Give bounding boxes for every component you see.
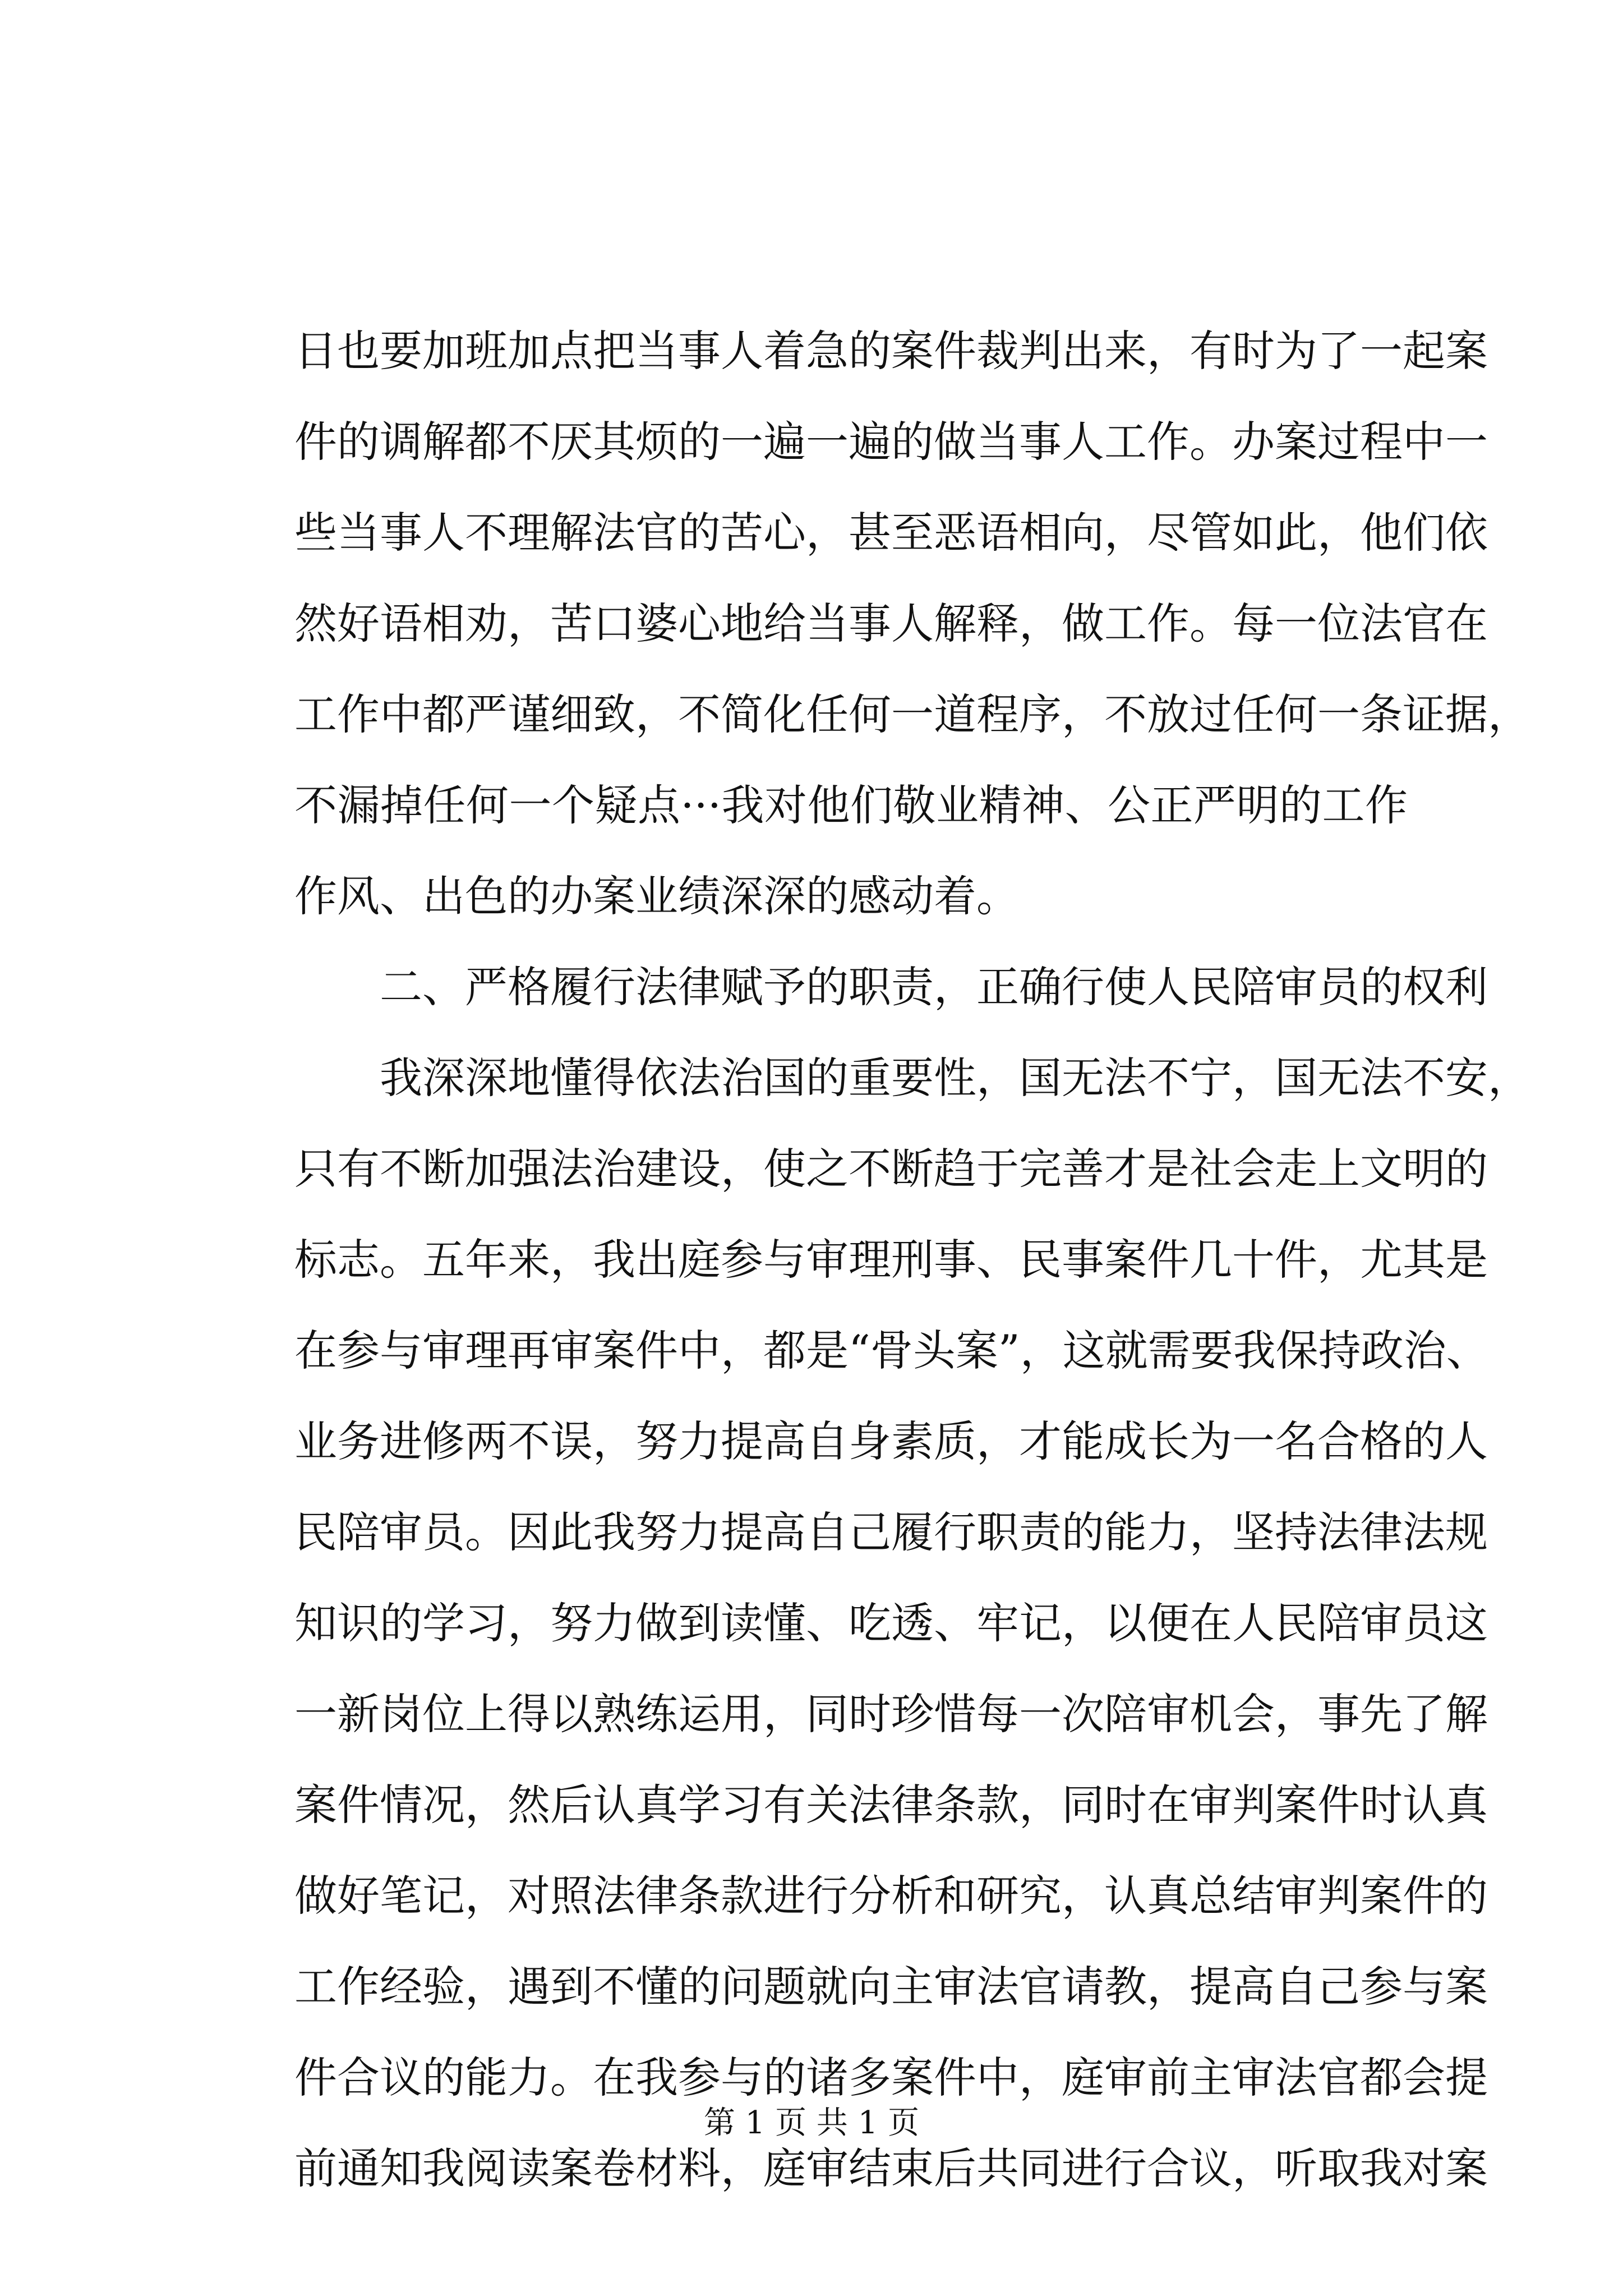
text-line: 作风、出色的办案业绩深深的感动着。 xyxy=(294,871,1019,921)
text-line: 业务进修两不误，努力提高自身素质，才能成长为一名合格的人 xyxy=(294,1416,1488,1466)
text-line: 在参与审理再审案件中，都是“骨头案”，这就需要我保持政治、 xyxy=(294,1326,1489,1375)
text-line: 标志。五年来，我出庭参与审理刑事、民事案件几十件，尤其是 xyxy=(294,1235,1488,1285)
text-line: 件合议的能力。在我参与的诸多案件中，庭审前主审法官都会提 xyxy=(294,2053,1488,2102)
text-line: 只有不断加强法治建设，使之不断趋于完善才是社会走上文明的 xyxy=(294,1144,1488,1194)
text-line: 我深深地懂得依法治国的重要性，国无法不宁，国无法不安， xyxy=(380,1053,1530,1103)
text-line: 日也要加班加点把当事人着急的案件裁判出来，有时为了一起案 xyxy=(294,326,1488,376)
text-line: 工作经验，遇到不懂的问题就向主审法官请教，提高自己参与案 xyxy=(294,1962,1488,2012)
text-line: 些当事人不理解法官的苦心，甚至恶语相向，尽管如此，他们依 xyxy=(294,508,1488,558)
text-line: 前通知我阅读案卷材料，庭审结束后共同进行合议，听取我对案 xyxy=(294,2143,1488,2193)
document-body xyxy=(294,306,1530,2214)
text-line: 案件情况，然后认真学习有关法律条款，同时在审判案件时认真 xyxy=(294,1780,1488,1830)
text-line: 知识的学习，努力做到读懂、吃透、牢记，以便在人民陪审员这 xyxy=(294,1598,1488,1648)
text-line: 做好笔记，对照法律条款进行分析和研究，认真总结审判案件的 xyxy=(294,1871,1488,1921)
text-line: 工作中都严谨细致，不简化任何一道程序，不放过任何一条证据， xyxy=(294,689,1530,739)
text-line: 民陪审员。因此我努力提高自己履行职责的能力，坚持法律法规 xyxy=(294,1507,1488,1557)
text-line: 然好语相劝，苦口婆心地给当事人解释，做工作。每一位法官在 xyxy=(294,599,1488,648)
text-line: 二、严格履行法律赋予的职责，正确行使人民陪审员的权利 xyxy=(380,962,1488,1012)
text-line: 不漏掉任何一个疑点···我对他们敬业精神、公正严明的工作 xyxy=(294,780,1408,830)
text-line: 件的调解都不厌其烦的一遍一遍的做当事人工作。办案过程中一 xyxy=(294,417,1488,467)
page-footer: 第 1 页 共 1 页 xyxy=(703,2105,920,2141)
text-line: 一新岗位上得以熟练运用，同时珍惜每一次陪审机会，事先了解 xyxy=(294,1689,1488,1739)
